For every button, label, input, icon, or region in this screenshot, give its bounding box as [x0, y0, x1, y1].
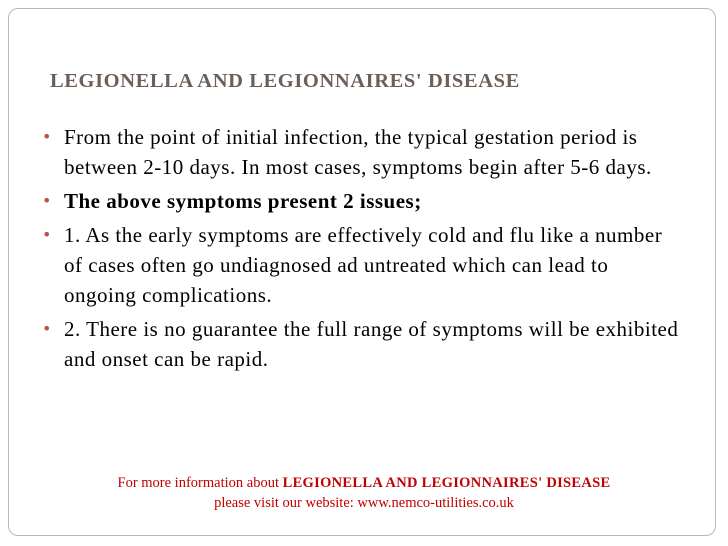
footer-visit-text: please visit our website:: [214, 495, 358, 511]
bullet-icon: •: [42, 319, 52, 338]
bullet-item-gestation: [42, 122, 682, 182]
bullet-text: 2. There is no guarantee the full range of symptoms will be exhibited and onset can be rapid.: [64, 317, 679, 371]
footer-line-two: [40, 493, 688, 513]
bullet-item-issue-two: [42, 314, 682, 374]
website-link[interactable]: www.nemco-utilities.co.uk: [357, 495, 514, 511]
slide-title: LEGIONELLA AND LEGIONNAIRES' DISEASE: [50, 70, 520, 92]
footer-topic: LEGIONELLA AND LEGIONNAIRES' DISEASE: [282, 475, 611, 491]
bullet-icon: •: [42, 225, 52, 244]
footer-prefix: For more information about: [117, 475, 283, 491]
bullet-text: From the point of initial infection, the typical gestation period is between 2-10 days. In most cases, symptoms begin after 5-6 days.: [64, 125, 652, 179]
bullet-item-issues: [42, 186, 682, 216]
bullet-icon: •: [42, 127, 52, 146]
bullet-item-issue-one: [42, 220, 682, 310]
bullet-list: [42, 122, 682, 378]
bullet-icon: •: [42, 191, 52, 210]
bullet-text: 1. As the early symptoms are effectively cold and flu like a number of cases often go undiagnosed ad untreated which can lead to ongoing complications.: [64, 223, 663, 307]
footer-info: [40, 473, 688, 513]
footer-line-one: [40, 473, 688, 493]
bullet-text: The above symptoms present 2 issues;: [64, 189, 422, 213]
